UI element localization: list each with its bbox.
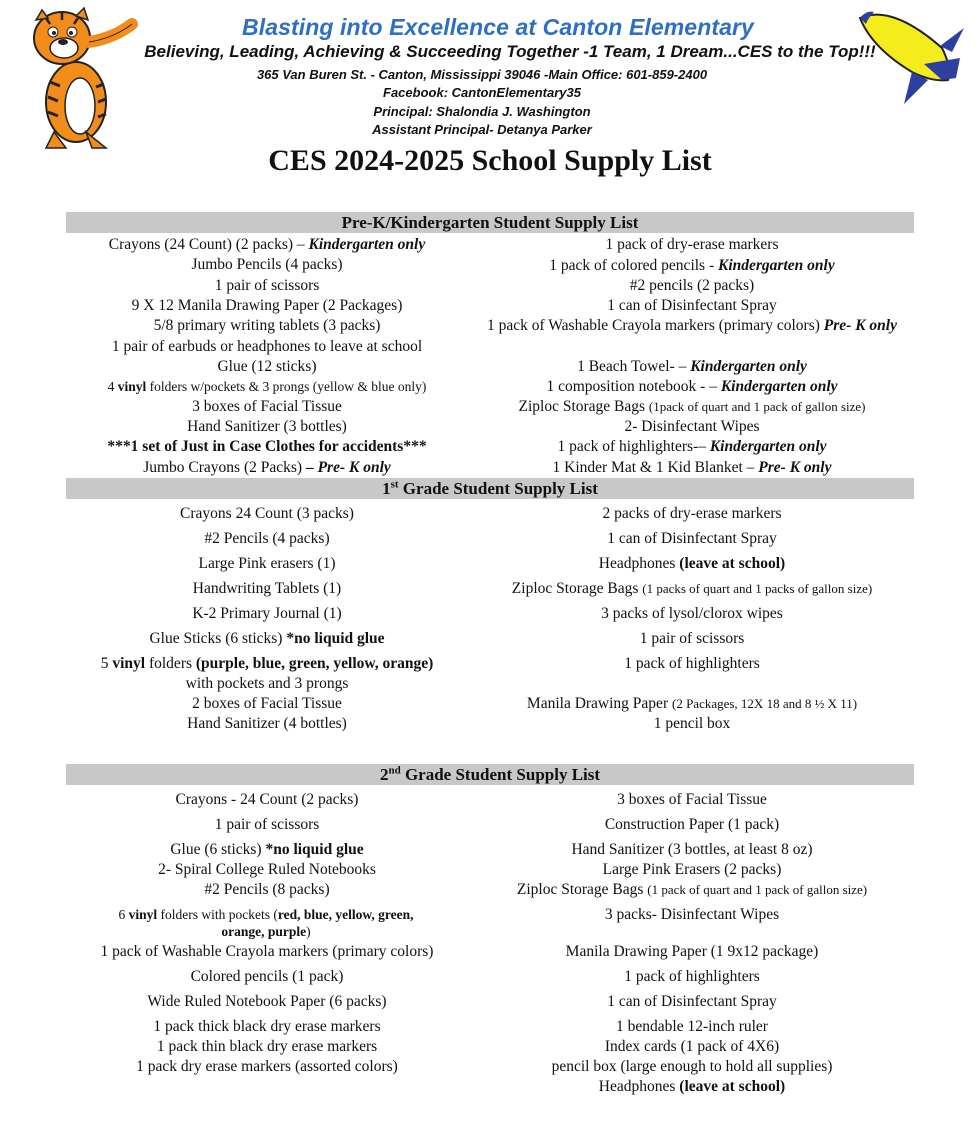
- supply-item-text: 1 can of Disinfectant Spray: [607, 993, 777, 1010]
- principal: Principal: Shalondia J. Washington: [373, 104, 591, 119]
- first-heading-number: 1: [382, 479, 391, 498]
- supply-item: [478, 398, 906, 416]
- supply-item: [478, 1058, 906, 1076]
- supply-item: [478, 358, 906, 376]
- supply-item: [478, 580, 906, 598]
- supply-item: [478, 459, 906, 477]
- supply-item-emphasis: *no liquid glue: [286, 630, 385, 647]
- supply-item: [66, 630, 468, 648]
- supply-item-text: 1 composition notebook - –: [546, 378, 721, 395]
- supply-item-text: 1 pack of highlighters: [624, 968, 760, 985]
- supply-item-text: 5: [100, 655, 113, 672]
- supply-item-text-end: ): [306, 924, 311, 939]
- supply-item: [66, 675, 468, 693]
- supply-item-text: 2- Disinfectant Wipes: [624, 418, 760, 435]
- supply-item-text-after: folders with pockets (: [157, 907, 278, 922]
- supply-item: [478, 1078, 906, 1096]
- supply-item: [478, 881, 906, 899]
- supply-item: [478, 816, 906, 834]
- supply-item-text: Large Pink erasers (1): [198, 555, 336, 572]
- supply-item: [478, 1038, 906, 1056]
- supply-item: [66, 398, 468, 416]
- supply-item: [66, 338, 468, 356]
- supply-item-text: Index cards (1 pack of 4X6): [604, 1038, 780, 1055]
- supply-item: [66, 317, 468, 335]
- supply-item: [66, 881, 468, 899]
- supply-item: [66, 841, 468, 859]
- supply-item: [478, 257, 906, 275]
- supply-item-grade-note: Pre- K only: [758, 459, 832, 476]
- supply-item-emphasis: (leave at school): [679, 1078, 786, 1095]
- supply-item: [66, 695, 468, 713]
- supply-item-text: Ziploc Storage Bags: [511, 580, 643, 597]
- supply-item-grade-note: Kindergarten only: [308, 236, 426, 253]
- supply-item: [478, 715, 906, 733]
- supply-item: [66, 438, 468, 456]
- supply-item: [66, 605, 468, 623]
- supply-item: [66, 715, 468, 733]
- supply-item-text: #2 pencils (2 packs): [629, 277, 755, 294]
- first-heading-suffix: st: [390, 478, 399, 491]
- supply-item: [66, 943, 468, 961]
- supply-item-text: Jumbo Pencils (4 packs): [191, 256, 343, 273]
- supply-item-text: Hand Sanitizer (3 bottles, at least 8 oz): [571, 841, 813, 858]
- supply-item-emphasis: vinyl: [117, 379, 147, 394]
- supply-item-text: Hand Sanitizer (4 bottles): [187, 715, 347, 732]
- supply-item: [478, 530, 906, 548]
- supply-item: [478, 841, 906, 859]
- supply-item-text: 1 pair of scissors: [214, 816, 320, 833]
- supply-item-emphasis: *no liquid glue: [265, 841, 364, 858]
- supply-item-detail: (1 pack of quart and 1 pack of gallon size): [647, 882, 868, 897]
- supply-item: [478, 993, 906, 1011]
- supply-item-text: pencil box (large enough to hold all supplies): [551, 1058, 833, 1075]
- supply-item: [66, 358, 468, 376]
- supply-item-text: Manila Drawing Paper (1 9x12 package): [565, 943, 819, 960]
- supply-item: [66, 968, 468, 986]
- supply-item: [478, 505, 906, 523]
- supply-item-text: 1 pair of scissors: [214, 277, 320, 294]
- supply-item: [66, 256, 468, 274]
- supply-item-text: Ziploc Storage Bags: [518, 398, 649, 415]
- supply-item: [478, 1018, 906, 1036]
- supply-item-text: 1 Beach Towel- –: [577, 358, 691, 375]
- supply-item-emphasis: vinyl: [112, 655, 146, 672]
- supply-item: [66, 791, 468, 809]
- supply-item: [66, 378, 468, 395]
- supply-item: [478, 236, 906, 254]
- supply-item: [478, 630, 906, 648]
- second-heading-number: 2: [379, 765, 389, 784]
- supply-item: [66, 530, 468, 548]
- supply-item: [478, 695, 906, 713]
- supply-item-grade-note: Kindergarten only: [709, 438, 827, 455]
- supply-item-text: 6: [118, 907, 129, 922]
- supply-item-text: Colored pencils (1 pack): [190, 968, 344, 985]
- supply-item-text: #2 Pencils (8 packs): [204, 881, 330, 898]
- section-heading-second: [66, 764, 914, 785]
- supply-item: [66, 1038, 468, 1056]
- supply-item: [66, 277, 468, 295]
- supply-item: [478, 277, 906, 295]
- supply-item-text: with pockets and 3 prongs: [185, 675, 349, 692]
- supply-item: [478, 297, 906, 315]
- supply-item-text: 1 pack of highlighters-–: [557, 438, 710, 455]
- supply-item: [96, 906, 436, 940]
- supply-item-emphasis: vinyl: [128, 907, 158, 922]
- supply-item-text: 1 pack dry erase markers (assorted colors): [136, 1058, 398, 1075]
- supply-item-text: 2 packs of dry-erase markers: [602, 505, 782, 522]
- supply-item: [478, 438, 906, 456]
- supply-item: [478, 861, 906, 879]
- supply-item: [66, 993, 468, 1011]
- supply-item-text: 3 packs of lysol/clorox wipes: [601, 605, 783, 622]
- supply-item-text: Headphones: [598, 555, 680, 572]
- supply-item-text: 4: [107, 379, 118, 394]
- supply-item: [66, 418, 468, 436]
- supply-item: [478, 906, 906, 924]
- supply-item-grade-note: Kindergarten only: [720, 378, 838, 395]
- supply-item-text: 1 pack of Washable Crayola markers (primary colors): [100, 943, 434, 960]
- supply-item-text: Crayons - 24 Count (2 packs): [175, 791, 359, 808]
- supply-item-text: 1 pencil box: [653, 715, 731, 732]
- supply-item-text: 3 boxes of Facial Tissue: [617, 791, 767, 808]
- supply-item-grade-note: Pre- K only: [823, 317, 897, 334]
- supply-item-text: 1 pack of dry-erase markers: [605, 236, 779, 253]
- supply-item: [66, 1018, 468, 1036]
- supply-item-text: Crayons (24 Count) (2 packs) –: [108, 236, 309, 253]
- supply-item: [66, 297, 468, 315]
- supply-item-text: Ziploc Storage Bags: [516, 881, 648, 898]
- supply-item-detail: (2 Packages, 12X 18 and 8 ½ X 11): [671, 696, 858, 711]
- supply-item-text: 1 pack of colored pencils -: [549, 257, 718, 274]
- second-heading-text: Grade Student Supply List: [400, 765, 601, 784]
- supply-item-text: 1 pack thin black dry erase markers: [156, 1038, 378, 1055]
- supply-item-text: 1 can of Disinfectant Spray: [607, 530, 777, 547]
- supply-item: [478, 791, 906, 809]
- supply-item: [66, 861, 468, 879]
- supply-item-text-after: folders w/pockets & 3 prongs (yellow & blue only): [146, 379, 427, 394]
- supply-item: [66, 459, 468, 477]
- first-heading-text: Grade Student Supply List: [398, 479, 598, 498]
- slogan-title: Blasting into Excellence at Canton Elementary: [242, 14, 754, 40]
- second-heading-suffix: nd: [388, 764, 401, 777]
- supply-item-text: 3 boxes of Facial Tissue: [192, 398, 342, 415]
- supply-item-text: Construction Paper (1 pack): [604, 816, 780, 833]
- page-title: CES 2024-2025 School Supply List: [268, 144, 712, 177]
- address: 365 Van Buren St. - Canton, Mississippi 39046 -Main Office: 601-859-2400: [256, 67, 708, 82]
- supply-item-text: Headphones: [598, 1078, 680, 1095]
- supply-item-text: Wide Ruled Notebook Paper (6 packs): [147, 993, 387, 1010]
- supply-item: [66, 236, 468, 254]
- supply-item-text: K-2 Primary Journal (1): [192, 605, 342, 622]
- supply-item-text-after: folders: [145, 655, 196, 672]
- supply-item: [478, 555, 906, 573]
- supply-item-text: 9 X 12 Manila Drawing Paper (2 Packages): [131, 297, 403, 314]
- supply-item: [66, 816, 468, 834]
- supply-item-emphasis: (leave at school): [679, 555, 786, 572]
- supply-item-text: Large Pink Erasers (2 packs): [602, 861, 782, 878]
- supply-item: [478, 378, 906, 396]
- supply-item-text: Jumbo Crayons (2 Packs): [143, 459, 306, 476]
- supply-item: [66, 580, 468, 598]
- supply-item-text: 1 can of Disinfectant Spray: [607, 297, 777, 314]
- supply-item: [478, 968, 906, 986]
- supply-item-text: 2- Spiral College Ruled Notebooks: [158, 861, 376, 878]
- supply-item-detail: (1pack of quart and 1 pack of gallon size): [648, 399, 866, 414]
- supply-item-text: Hand Sanitizer (3 bottles): [187, 418, 347, 435]
- supply-item-text: 3 packs- Disinfectant Wipes: [604, 906, 780, 923]
- facebook: Facebook: CantonElementary35: [383, 85, 581, 100]
- supply-item-text: Manila Drawing Paper: [526, 695, 672, 712]
- supply-item-colors: red, blue, yellow, green, orange, purple: [221, 907, 414, 939]
- supply-item-text: Glue (6 sticks): [170, 841, 266, 858]
- supply-item-grade-note: Kindergarten only: [690, 358, 807, 375]
- supply-item-text: 1 bendable 12-inch ruler: [616, 1018, 768, 1035]
- supply-item: [478, 943, 906, 961]
- supply-item-text: Glue Sticks (6 sticks): [149, 630, 287, 647]
- supply-item: [478, 317, 906, 335]
- supply-item-text: 1 pack thick black dry erase markers: [153, 1018, 381, 1035]
- section-heading-prek: Pre-K/Kindergarten Student Supply List: [66, 212, 914, 233]
- supply-item-text: Glue (12 sticks): [217, 358, 317, 375]
- supply-item-text: 2 boxes of Facial Tissue: [192, 695, 342, 712]
- supply-item-text: Crayons 24 Count (3 packs): [180, 505, 354, 522]
- supply-item: [478, 605, 906, 623]
- supply-item: [478, 655, 906, 673]
- supply-item-text: 1 pair of scissors: [639, 630, 745, 647]
- header: [0, 0, 980, 200]
- supply-item-grade-note: – Pre- K only: [305, 459, 391, 476]
- section-heading-first: [66, 478, 914, 499]
- supply-item: [66, 1058, 468, 1076]
- supply-item-detail: (1 packs of quart and 1 packs of gallon size): [642, 581, 873, 596]
- supply-item: [66, 505, 468, 523]
- motto: Believing, Leading, Achieving & Succeeding Together -1 Team, 1 Dream...CES to the Top!!!: [144, 42, 876, 61]
- supply-item-text: 5/8 primary writing tablets (3 packs): [153, 317, 381, 334]
- supply-item: [478, 418, 906, 436]
- supply-item-colors: (purple, blue, green, yellow, orange): [195, 655, 434, 672]
- supply-item-text: #2 Pencils (4 packs): [204, 530, 330, 547]
- supply-item: [66, 555, 468, 573]
- supply-item-emphasis: ***1 set of Just in Case Clothes for accidents***: [107, 438, 427, 455]
- supply-item-text: 1 pack of highlighters: [624, 655, 760, 672]
- assistant-principal: Assistant Principal- Detanya Parker: [372, 122, 592, 137]
- supply-item: [66, 655, 468, 672]
- supply-item-grade-note: Kindergarten only: [718, 257, 835, 274]
- supply-item-text: Handwriting Tablets (1): [192, 580, 342, 597]
- supply-item-text: 1 Kinder Mat & 1 Kid Blanket –: [552, 459, 759, 476]
- supply-item-text: 1 pack of Washable Crayola markers (primary colors): [487, 317, 824, 334]
- supply-item-text: 1 pair of earbuds or headphones to leave at school: [111, 338, 423, 355]
